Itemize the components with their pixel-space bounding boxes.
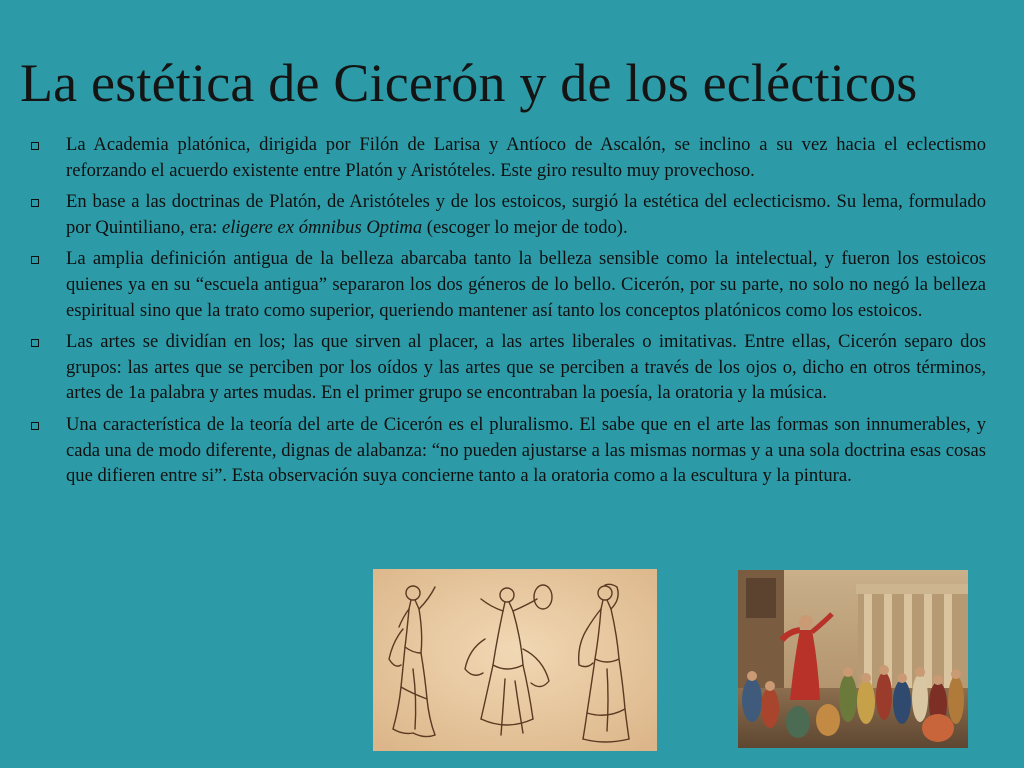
bullet-text: La amplia definición antigua de la belleza abarcaba tanto la belleza sensible como la intelectual, y fueron los estoicos quienes ya en su “escuela antigua” separaron los dos géneros de lo bello. Cicerón, por su parte, no solo no negó la belleza espiritual sino que la trato como superior, queriendo mantener así tanto los conceptos platónicos como los estoicos. [66,248,986,321]
slide-title: La estética de Cicerón y de los eclécticos [20,53,918,113]
dancers-sketch-image [373,569,657,751]
bullet-text-after: (escoger lo mejor de todo). [422,216,628,238]
square-bullet-icon [31,422,39,430]
bullet-text: Una característica de la teoría del arte de Cicerón es el pluralismo. El sabe que en el arte las formas son innumerables, y cada una de modo diferente, dignas de alabanza: “no pueden ajustarse a las mismas normas y a una sola doctrina esas cosas que difieren entre si”. Esta observación suya concierne tanto a la oratoria como a la escultura y la pintura. [66,413,986,487]
square-bullet-icon [31,142,39,150]
bullet-item [28,189,986,240]
bullet-item [28,329,986,406]
bullet-text-before: En base a las doctrinas de Platón, de Aristóteles y de los estoicos, surgió la estética del eclecticismo. Su lema, formulado por Quintiliano, era: [66,191,986,238]
bullet-item [28,246,986,323]
bullet-list [28,132,986,495]
bullet-text-italic: eligere ex ómnibus Optima [221,216,423,238]
bullet-text: Las artes se dividían en los; las que sirven al placer, a las artes liberales o imitativas. Entre ellas, Cicerón separo dos grupos: las artes que se perciben por los oídos y las artes que se perciben a través de los ojos o, dicho en otros términos, artes de 1a palabra y artes mudas. En el primer grupo se encontraban la poesía, la oratoria y la música. [66,331,986,404]
square-bullet-icon [31,256,39,264]
bullet-item [28,412,986,489]
bullet-text: La Academia platónica, dirigida por Filón de Larisa y Antíoco de Ascalón, se inclino a su vez hacia el eclectismo reforzando el acuerdo existente entre Platón y Aristóteles. Este giro resulto muy provechoso. [66,134,986,181]
bullet-text [66,191,986,238]
square-bullet-icon [31,339,39,347]
classical-painting-image [738,570,968,748]
square-bullet-icon [31,199,39,207]
bullet-item [28,132,986,183]
